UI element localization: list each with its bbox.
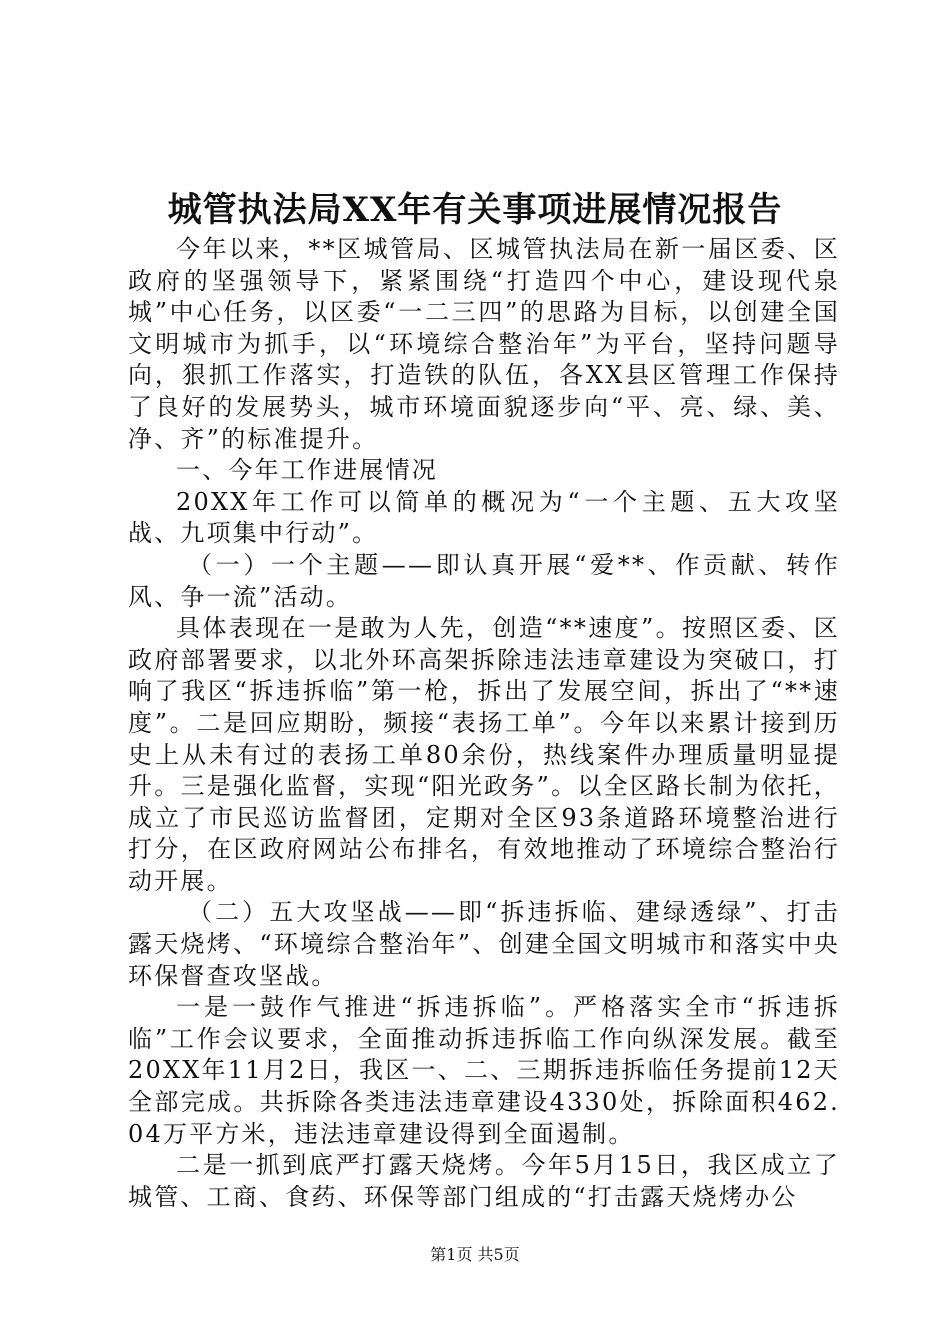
- subsection-heading-1: （一）一个主题——即认真开展“爱**、作贡献、转作风、争一流”活动。: [128, 550, 840, 611]
- section-heading: 一、今年工作进展情况: [176, 456, 438, 485]
- paragraph-details-3: 二是一抓到底严打露天烧烤。今年5月15日，我区成立了城管、工商、食药、环保等部门组成的“打击露天烧烤办公: [128, 1151, 840, 1211]
- paragraph-summary: 20XX年工作可以简单的概况为“一个主题、五大攻坚战、九项集中行动”。: [128, 487, 840, 548]
- page-footer: 第1页 共5页: [430, 1245, 520, 1264]
- paragraph-details-1: 具体表现在一是敢为人先，创造“**速度”。按照区委、区政府部署要求，以北外环高架拆除违法违章建设为突破口，打响了我区“拆违拆临”第一枪，拆出了发展空间，拆出了“**速度”。二是回应期盼，频接“表扬工单”。今年以来累计接到历史上从未有过的表扬工单80余份，热线案件办理质量明显提升。三是强化监督，实现“阳光政务”。以全区路长制为依托，成立了市民巡访监督团，定期对全区93条道路环境整治进行打分，在区政府网站公布排名，有效地推动了环境综合整治行动开展。: [128, 614, 840, 895]
- document-title: 城管执法局XX年有关事项进展情况报告: [167, 190, 783, 230]
- paragraph-details-2: 一是一鼓作气推进“拆违拆临”。严格落实全市“拆违拆临”工作会议要求，全面推动拆违拆临工作向纵深发展。截至20XX年11月2日，我区一、二、三期拆违拆临任务提前12天全部完成。共拆除各类违法违章建设4330处，拆除面积462.04万平方米，违法违章建设得到全面遏制。: [128, 993, 840, 1148]
- subsection-heading-2: （二）五大攻坚战——即“拆违拆临、建绿透绿”、打击露天烧烤、“环境综合整治年”、创建全国文明城市和落实中央环保督查攻坚战。: [128, 898, 840, 990]
- paragraph-intro: 今年以来，**区城管局、区城管执法局在新一届区委、区政府的坚强领导下，紧紧围绕“打造四个中心，建设现代泉城”中心任务，以区委“一二三四”的思路为目标，以创建全国文明城市为抓手，以“环境综合整治年”为平台，坚持问题导向，狠抓工作落实，打造铁的队伍，各XX县区管理工作保持了良好的发展势头，城市环境面貌逐步向“平、亮、绿、美、净、齐”的标准提升。: [128, 235, 840, 453]
- document-body: [128, 234, 840, 1213]
